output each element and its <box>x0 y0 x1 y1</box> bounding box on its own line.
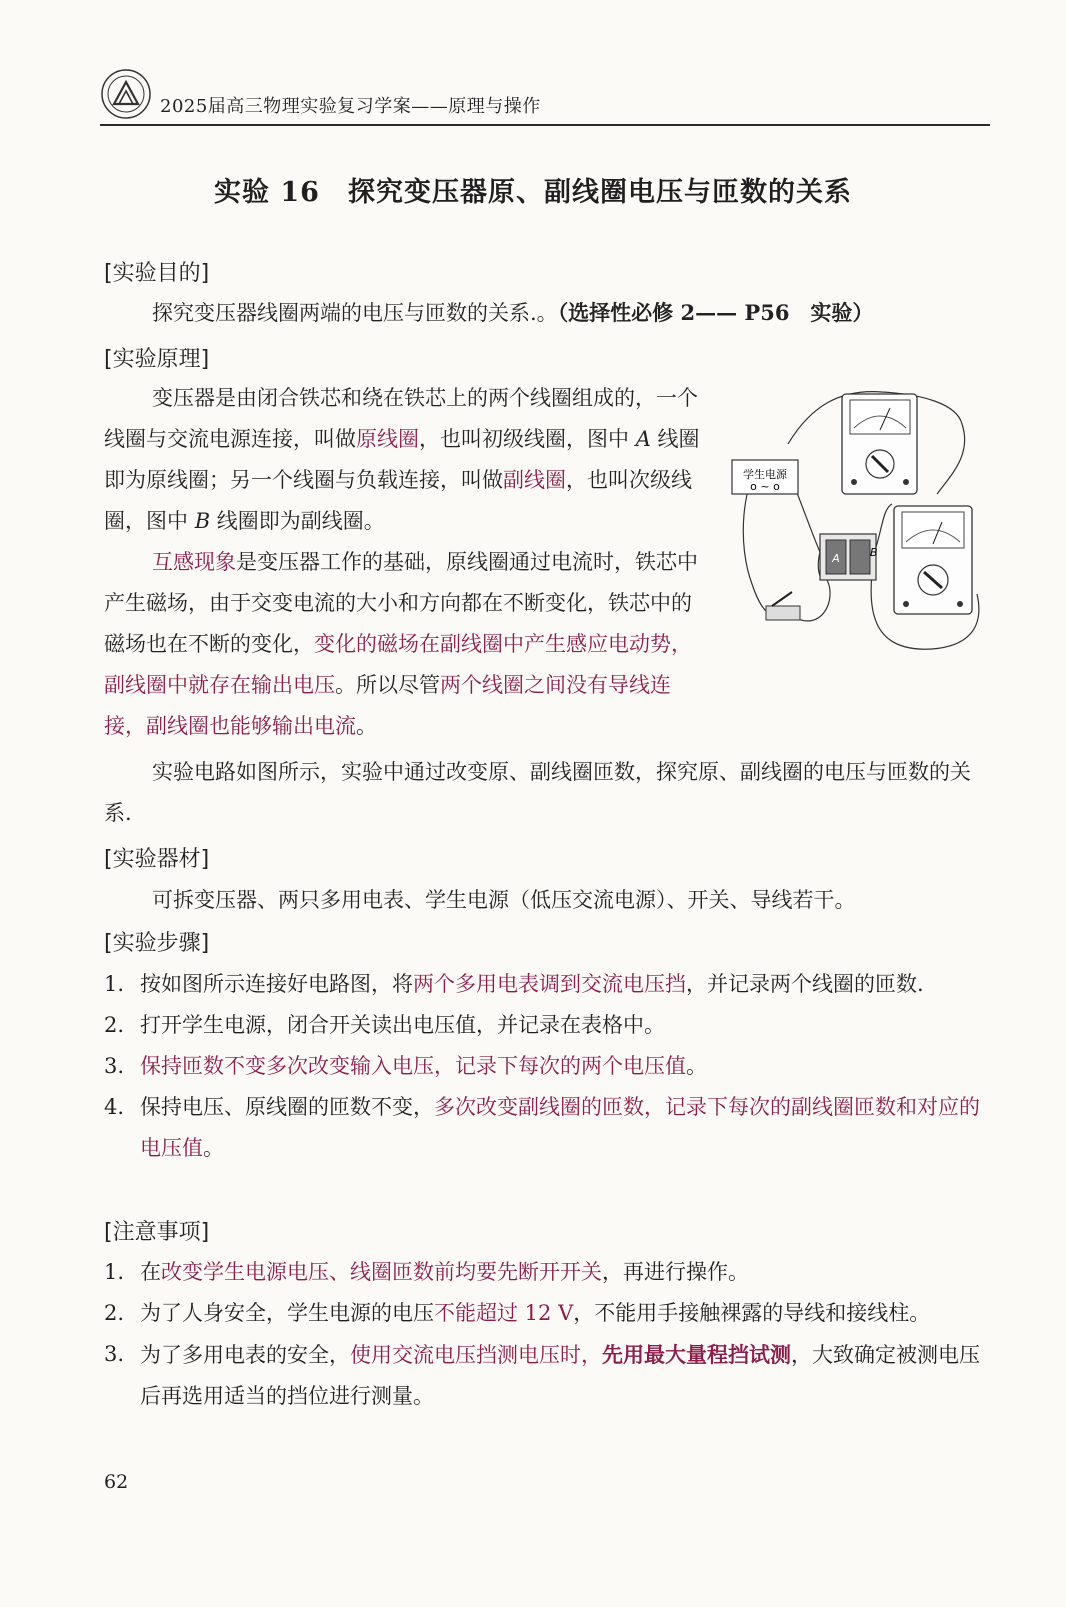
steps-segment-c: ，并记录两个线圈的匝数. <box>686 972 924 996</box>
circuit-diagram <box>722 384 990 656</box>
power-terminals-label: o ~ o <box>750 480 780 493</box>
header-title: 2025届高三物理实验复习学案——原理与操作 <box>160 96 541 117</box>
steps-text <box>140 1005 988 1046</box>
section-heading-principle: [实验原理] <box>104 347 210 372</box>
steps-list <box>104 964 988 1169</box>
steps-text <box>140 1087 988 1169</box>
p2-highlight-induced-emf: 变化的磁场在副线圈中产生感应电动势，副线圈中就存在输出电压 <box>104 632 692 697</box>
notes-list <box>104 1252 988 1417</box>
page-number: 62 <box>104 1471 129 1493</box>
p2-text-f: 。 <box>356 714 377 738</box>
steps-segment-b: 两个多用电表调到交流电压挡 <box>413 972 686 996</box>
notes-item <box>104 1293 988 1334</box>
notes-number: 3. <box>104 1342 125 1366</box>
notes-segment-a: 在 <box>140 1260 161 1284</box>
p1-text-g: ，也叫次级线圈，图中 <box>104 468 692 533</box>
notes-item <box>104 1252 988 1293</box>
steps-number: 4. <box>104 1095 125 1119</box>
notes-segment-c: ，再进行操作。 <box>602 1260 749 1284</box>
notes-number: 1. <box>104 1260 125 1284</box>
term-secondary-coil: 副线圈 <box>503 468 566 492</box>
principle-paragraph-1 <box>104 378 708 542</box>
steps-segment-a: 按如图所示连接好电路图，将 <box>140 972 413 996</box>
switch <box>766 592 800 620</box>
running-header <box>100 66 990 126</box>
steps-segment-b: 多次改变副线圈的匝数，记录下每次的副线圈匝数和对应的电压值 <box>140 1095 980 1160</box>
notes-segment-c: ，不能用手接触裸露的导线和接线柱。 <box>573 1301 931 1325</box>
notes-segment-a: 为了人身安全，学生电源的电压 <box>140 1301 434 1325</box>
notes-segment-c: 先用最大量程挡试测 <box>602 1342 791 1367</box>
p2-wrap <box>104 542 708 747</box>
notes-segment-a: 为了多用电表的安全， <box>140 1343 350 1367</box>
p1-text-c: ，也叫初级线圈，图中 <box>419 427 636 451</box>
multimeter-top <box>842 394 917 494</box>
steps-segment-a: 保持电压、原线圈的匝数不变， <box>140 1095 434 1119</box>
p1-text-e: 线圈即为原线圈；另一个线圈与负载连接，叫做 <box>104 427 700 492</box>
steps-text <box>140 1046 988 1087</box>
purpose-body: 探究变压器线圈两端的电压与匝数的关系.。 <box>152 301 558 325</box>
p1-text-i: 线圈即为副线圈。 <box>210 509 385 533</box>
coil-a-symbol: A <box>635 427 651 451</box>
p2-text-d: 。所以尽管 <box>335 673 440 697</box>
steps-segment-a: 打开学生电源，闭合开关读出电压值，并记录在表格中。 <box>140 1013 665 1037</box>
steps-segment-c: 。 <box>203 1136 224 1160</box>
section-heading-steps: [实验步骤] <box>104 931 210 956</box>
notes-text <box>140 1252 988 1293</box>
student-power-supply <box>732 460 798 494</box>
notes-segment-b: 不能超过 12 V <box>434 1301 574 1325</box>
transformer <box>820 534 878 580</box>
notes-text <box>140 1293 988 1334</box>
publisher-logo-icon <box>100 68 152 120</box>
coil-b-symbol: B <box>194 509 211 533</box>
term-mutual-induction: 互感现象 <box>152 550 236 574</box>
notes-segment-b: 使用交流电压挡测电压时， <box>350 1343 602 1367</box>
multimeter-bottom <box>894 506 972 614</box>
section-heading-purpose: [实验目的] <box>104 261 210 286</box>
p2-highlight-no-wire: 两个线圈之间没有导线连接，副线圈也能够输出电流 <box>104 673 671 738</box>
steps-number: 3. <box>104 1054 125 1078</box>
p2-text-b: 是变压器工作的基础，原线圈通过电流时，铁芯中产生磁场，由于交变电流的大小和方向都在不断变化，铁芯中的磁场也在不断的变化， <box>104 550 698 656</box>
page-title: 实验 16 探究变压器原、副线圈电压与匝数的关系 <box>214 177 852 208</box>
term-primary-coil: 原线圈 <box>356 427 419 451</box>
coil-a-label: A <box>832 552 840 565</box>
power-supply-label: 学生电源 <box>743 468 787 481</box>
p1-text-a: 变压器是由闭合铁芯和绕在铁芯上的两个线圈组成的，一个线圈与交流电源连接，叫做 <box>104 386 698 451</box>
steps-item <box>104 964 988 1005</box>
principle-paragraph-3: 实验电路如图所示，实验中通过改变原、副线圈匝数，探究原、副线圈的电压与匝数的关系. <box>104 760 971 825</box>
steps-segment-c: 。 <box>686 1054 707 1078</box>
purpose-reference: （选择性必修 2—— P56 实验） <box>557 300 874 325</box>
notes-segment-d: ，大致确定被测电压后再选用适当的挡位进行测量。 <box>140 1343 980 1408</box>
section-heading-equipment: [实验器材] <box>104 847 210 872</box>
coil-b-label: B <box>870 546 878 559</box>
steps-item <box>104 1046 988 1087</box>
steps-item <box>104 1087 988 1169</box>
purpose-text <box>152 292 992 334</box>
notes-text <box>140 1334 988 1417</box>
steps-item <box>104 1005 988 1046</box>
notes-number: 2. <box>104 1301 125 1325</box>
steps-number: 1. <box>104 972 125 996</box>
steps-number: 2. <box>104 1013 125 1037</box>
steps-segment-b: 保持匝数不变多次改变输入电压，记录下每次的两个电压值 <box>140 1054 686 1078</box>
section-heading-notes: [注意事项] <box>104 1220 210 1245</box>
equipment-text: 可拆变压器、两只多用电表、学生电源（低压交流电源）、开关、导线若干。 <box>152 888 856 912</box>
steps-text <box>140 964 988 1005</box>
notes-segment-b: 改变学生电源电压、线圈匝数前均要先断开开关 <box>161 1260 602 1284</box>
notes-item <box>104 1334 988 1417</box>
